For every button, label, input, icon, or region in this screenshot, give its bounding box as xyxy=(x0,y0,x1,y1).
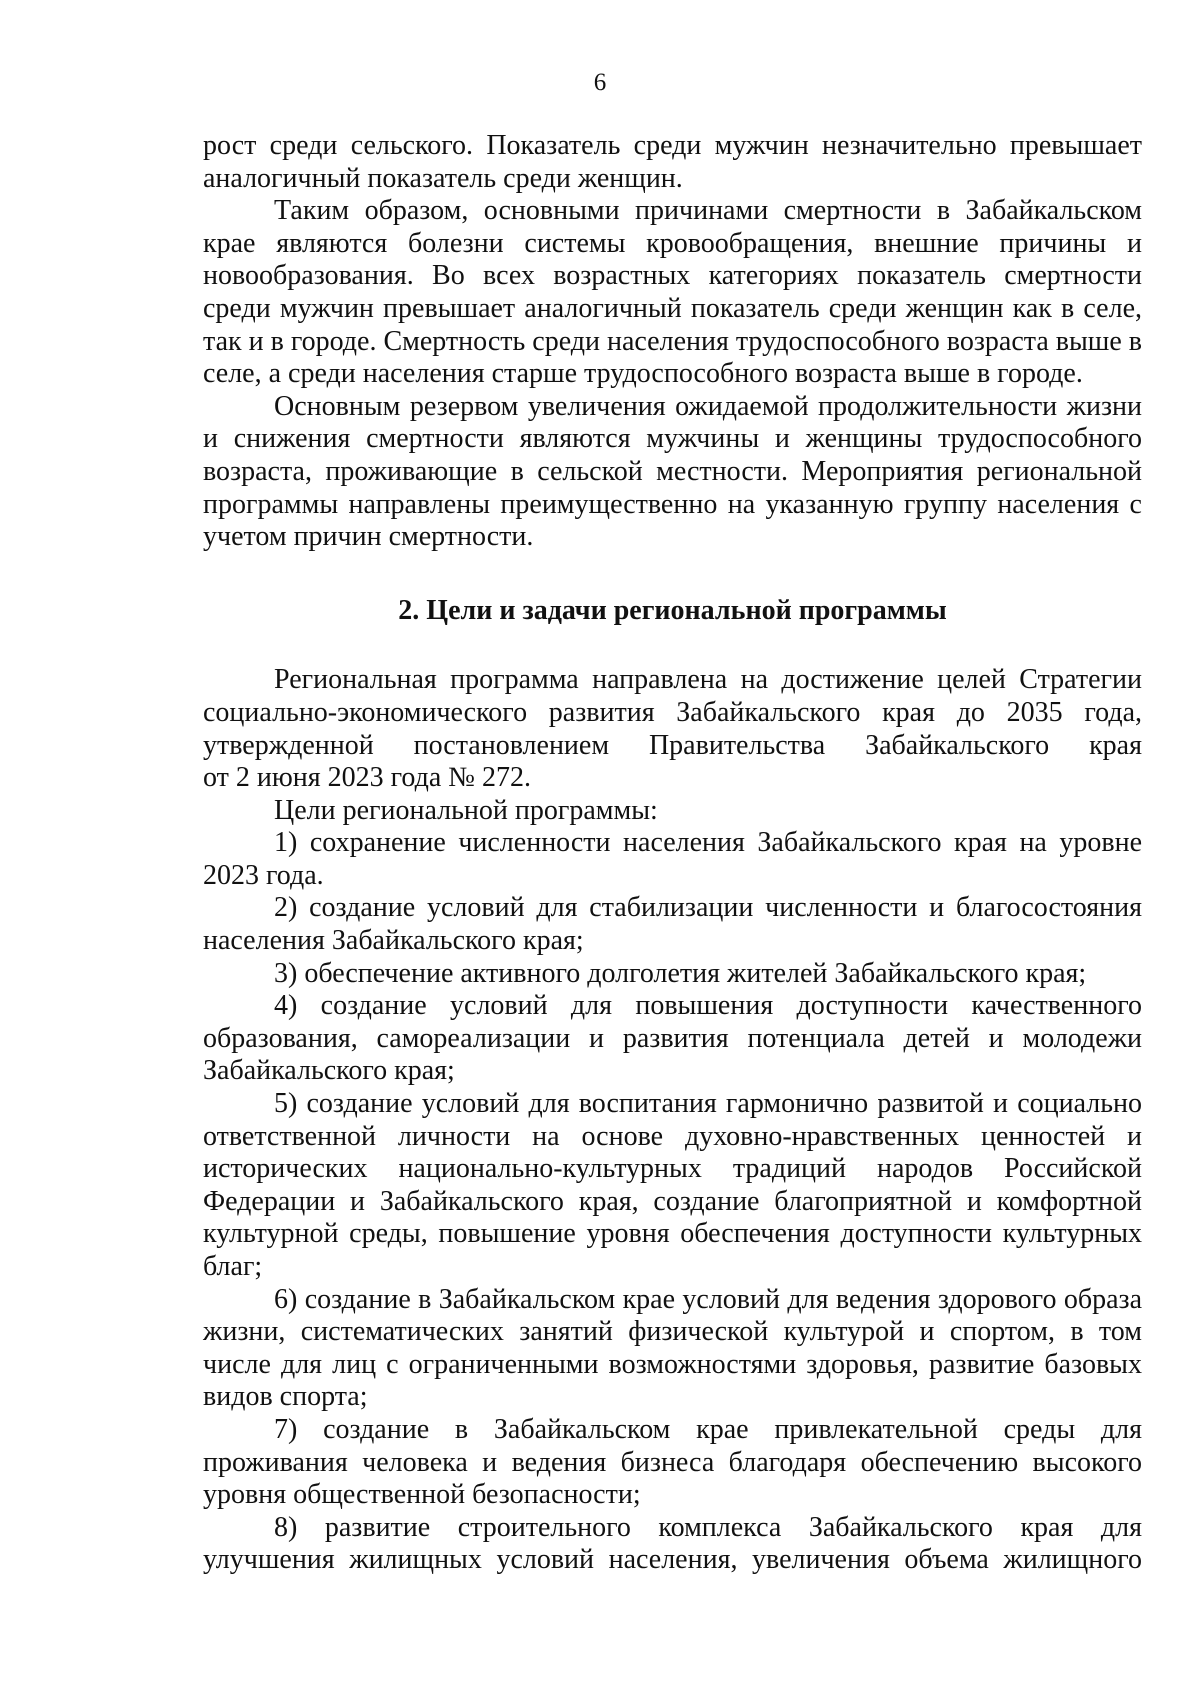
paragraph: рост среди сельского. Показатель среди мужчин незначительно превышает аналогичный показатель среди женщин. xyxy=(203,130,1142,194)
paragraph: Таким образом, основными причинами смертности в Забайкальском крае являются болезни системы кровообращения, внешние причины и новообразования. Во всех возрастных категориях показатель смертности среди мужчин превышает аналогичный показатель среди женщин как в селе, так и в городе. Смертность среди населения трудоспособного возраста выше в селе, а среди населения старше трудоспособного возраста выше в городе. xyxy=(203,195,1142,390)
list-item: 1) сохранение численности населения Забайкальского края на уровне 2023 года. xyxy=(203,827,1142,891)
list-item: 3) обеспечение активного долголетия жителей Забайкальского края; xyxy=(274,957,1087,989)
list-item: 5) создание условий для воспитания гармонично развитой и социально ответственной личности на основе духовно-нравственных ценностей и исторических национально-культурных традиций народов Российской Федерации и Забайкальского края, создание благоприятной и комфортной культурной среды, повышение уровня обеспечения доступности культурных благ; xyxy=(203,1088,1142,1282)
page-number: 6 xyxy=(593,69,607,96)
goals-label: Цели региональной программы: xyxy=(274,794,658,826)
list-item: 2) создание условий для стабилизации численности и благосостояния населения Забайкальского края; xyxy=(203,892,1142,957)
list-item: 4) создание условий для повышения доступности качественного образования, самореализации и развития потенциала детей и молодежи Забайкальского края; xyxy=(203,990,1142,1087)
paragraph: от 2 июня 2023 года № 272. xyxy=(203,762,532,794)
document-body xyxy=(203,130,1142,1577)
list-item: 7) создание в Забайкальском крае привлекательной среды для проживания человека и ведения бизнеса благодаря обеспечению высокого уровня общественной безопасности; xyxy=(203,1413,1142,1511)
list-item: 6) создание в Забайкальском крае условий для ведения здорового образа жизни, систематических занятий физической культурой и спортом, в том числе для лиц с ограниченными возможностями здоровья, развитие базовых видов спорта; xyxy=(203,1283,1142,1413)
list-item: 8) развитие строительного комплекса Забайкальского края для улучшения жилищных условий населения, увеличения объема жилищного xyxy=(203,1511,1142,1576)
paragraph: Основным резервом увеличения ожидаемой продолжительности жизни и снижения смертности являются мужчины и женщины трудоспособного возраста, проживающие в сельской местности. Мероприятия региональной программы направлены преимущественно на указанную группу населения с учетом причин смертности. xyxy=(203,390,1142,553)
paragraph: Региональная программа направлена на достижение целей Стратегии социально-экономического развития Забайкальского края до 2035 года, утвержденной постановлением Правительства Забайкальского края xyxy=(203,664,1142,761)
section-heading: 2. Цели и задачи региональной программы xyxy=(398,594,947,626)
